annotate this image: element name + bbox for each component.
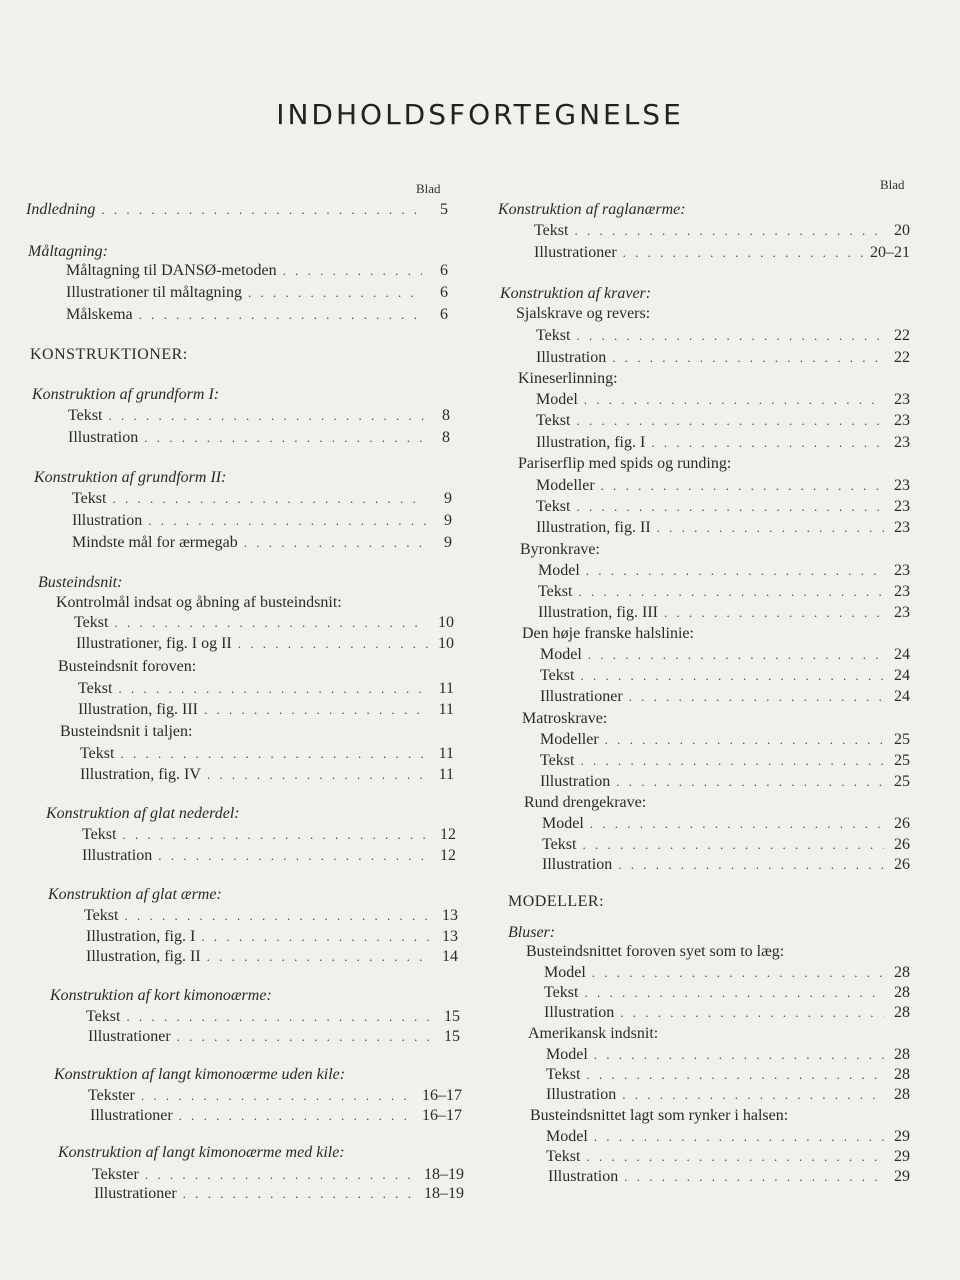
toc-entry: Illustration, fig. I . . . 13 [86, 928, 458, 950]
toc-entry: Illustration . . . 26 [542, 856, 910, 878]
toc-entry: Tekst . . . 9 [72, 490, 452, 512]
toc-entry: Illustration, fig. I . . . 23 [536, 434, 910, 456]
toc-entry: Illustration . . . 12 [82, 847, 456, 869]
toc-entry: Tekst . . . 11 [80, 745, 454, 767]
toc-entry: Tekster . . . 18–19 [92, 1166, 464, 1188]
toc-entry: Tekst . . . 28 [546, 1066, 910, 1088]
toc-entry: Illustration, fig. II . . . 23 [536, 519, 910, 541]
toc-entry: Illustrationer til måltagning . . . 6 [66, 284, 448, 306]
page-title: INDHOLDSFORTEGNELSE [276, 98, 684, 131]
subheading: Amerikansk indsnit: [528, 1025, 659, 1042]
toc-entry: Illustration, fig. III . . . 23 [538, 604, 910, 626]
blad-label-right: Blad [880, 177, 905, 192]
toc-entry: Tekst . . . 20 [534, 222, 910, 244]
section-heading-maaltagning: Måltagning: [28, 243, 108, 260]
toc-entry: Tekst . . . 15 [86, 1008, 460, 1030]
toc-entry: Illustration . . . 29 [548, 1168, 910, 1190]
toc-entry: Model . . . 29 [546, 1128, 910, 1150]
section-heading-langt-med-kile: Konstruktion af langt kimonoærme med kile: [58, 1144, 345, 1161]
toc-entry: Tekst . . . 29 [546, 1148, 910, 1170]
toc-entry: Modeller . . . 23 [536, 477, 910, 499]
toc-entry: Tekst . . . 10 [74, 614, 454, 636]
section-heading-kortkimono: Konstruktion af kort kimonoærme: [50, 987, 272, 1004]
toc-entry: Illustration . . . 22 [536, 349, 910, 371]
section-heading-busteindsnit: Busteindsnit: [38, 574, 123, 591]
toc-entry: Tekst . . . 23 [536, 412, 910, 434]
subheading: Rund drengekrave: [524, 794, 647, 811]
toc-entry: Mindste mål for ærmegab . . . 9 [72, 534, 452, 556]
toc-entry: Illustration . . . 25 [540, 773, 910, 795]
section-heading-grundform1: Konstruktion af grundform I: [32, 386, 220, 403]
toc-entry: Tekst . . . 28 [544, 984, 910, 1006]
section-konstruktioner: KONSTRUKTIONER: [30, 346, 188, 363]
toc-entry: Tekst . . . 13 [84, 907, 458, 929]
section-heading-kraver: Konstruktion af kraver: [500, 285, 652, 302]
entry-page: 5 [440, 201, 448, 218]
subheading: Busteindsnittet foroven syet som to læg: [526, 943, 785, 960]
section-heading-aerme: Konstruktion af glat ærme: [48, 886, 222, 903]
toc-entry: Illustrationer . . . 18–19 [94, 1185, 464, 1207]
toc-entry: Model . . . 23 [536, 391, 910, 413]
subheading: Busteindsnittet lagt som rynker i halsen: [530, 1107, 789, 1124]
entry-label: Indledning [26, 201, 96, 218]
toc-entry: Tekst . . . 11 [78, 680, 454, 702]
toc-entry: Måltagning til DANSØ-metoden . . . 6 [66, 262, 448, 284]
toc-entry: Illustrationer, fig. I og II . . . 10 [76, 635, 454, 657]
subheading: Busteindsnit foroven: [58, 658, 197, 675]
section-heading-langt-uden-kile: Konstruktion af langt kimonoærme uden kile: [54, 1066, 346, 1083]
section-heading-nederdel: Konstruktion af glat nederdel: [46, 805, 240, 822]
toc-entry: Tekst . . . 24 [540, 667, 910, 689]
toc-entry: Model . . . 26 [542, 815, 910, 837]
toc-entry: Tekst . . . 8 [68, 407, 450, 429]
section-heading-bluser: Bluser: [508, 924, 556, 941]
toc-entry: Tekst . . . 25 [540, 752, 910, 774]
subheading: Sjalskrave og revers: [516, 305, 651, 322]
toc-entry: Illustration . . . 9 [72, 512, 452, 534]
toc-entry: Målskema . . . 6 [66, 306, 448, 328]
toc-entry: Illustrationer . . . 20–21 [534, 244, 910, 266]
toc-entry: Illustrationer . . . 16–17 [90, 1107, 462, 1129]
toc-entry: Illustration . . . 28 [546, 1086, 910, 1108]
toc-entry-indledning [26, 201, 448, 223]
subheading: Den høje franske halslinie: [522, 625, 694, 642]
toc-entry: Model . . . 23 [538, 562, 910, 584]
toc-entry: Tekst . . . 22 [536, 327, 910, 349]
toc-entry: Illustrationer . . . 24 [540, 688, 910, 710]
section-heading-grundform2: Konstruktion af grundform II: [34, 469, 227, 486]
subheading: Kontrolmål indsat og åbning af busteindsnit: [56, 594, 342, 611]
toc-entry: Tekst . . . 12 [82, 826, 456, 848]
subheading: Kineserlinning: [518, 370, 618, 387]
subheading: Matroskrave: [522, 710, 608, 727]
toc-entry: Illustration . . . 8 [68, 429, 450, 451]
toc-entry: Model . . . 24 [540, 646, 910, 668]
toc-entry: Illustration, fig. IV . . . 11 [80, 766, 454, 788]
toc-entry: Tekster . . . 16–17 [88, 1087, 462, 1109]
section-modeller: MODELLER: [508, 893, 605, 910]
toc-entry: Illustration, fig. II . . . 14 [86, 948, 458, 970]
toc-entry: Illustration, fig. III . . . 11 [78, 701, 454, 723]
toc-entry: Tekst . . . 23 [536, 498, 910, 520]
toc-entry: Modeller . . . 25 [540, 731, 910, 753]
subheading: Busteindsnit i taljen: [60, 723, 193, 740]
toc-entry: Model . . . 28 [546, 1046, 910, 1068]
toc-entry: Tekst . . . 26 [542, 836, 910, 858]
toc-entry: Illustration . . . 28 [544, 1004, 910, 1026]
subheading: Pariserflip med spids og runding: [518, 455, 732, 472]
toc-entry: Tekst . . . 23 [538, 583, 910, 605]
toc-entry: Illustrationer . . . 15 [88, 1028, 460, 1050]
blad-label-left: Blad [416, 181, 441, 196]
section-heading-raglan: Konstruktion af raglanærme: [498, 201, 686, 218]
toc-entry: Model . . . 28 [544, 964, 910, 986]
subheading: Byronkrave: [520, 541, 600, 558]
